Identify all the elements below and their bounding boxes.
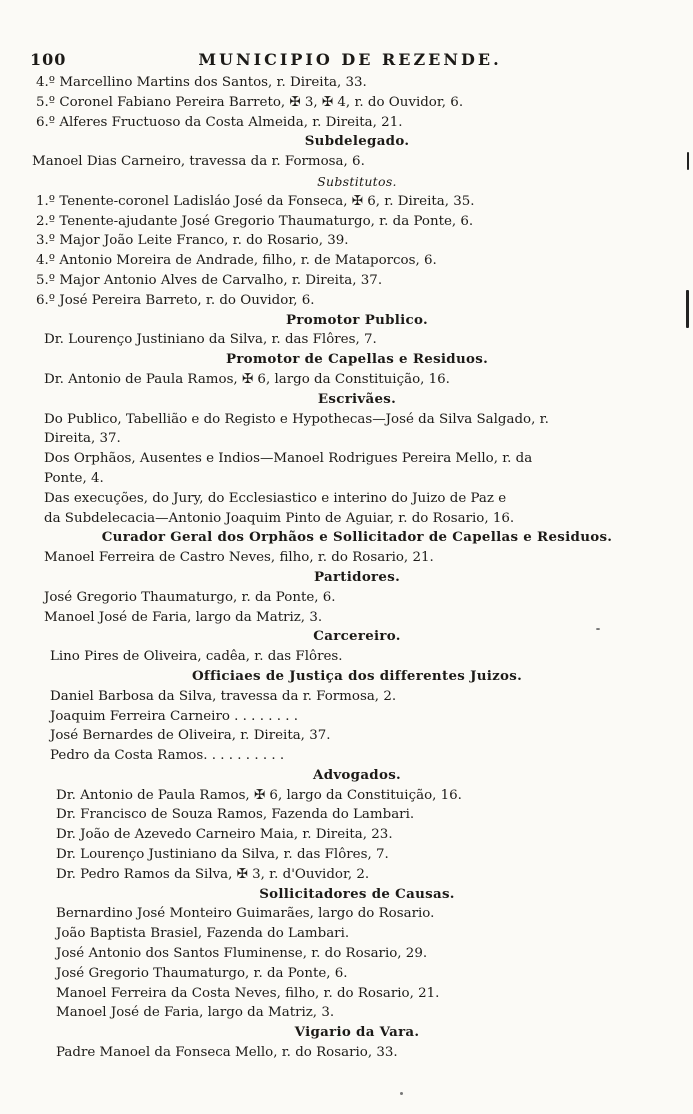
directory-entry: 5.º Major Antonio Alves de Carvalho, r. Direita, 37.: [36, 272, 383, 288]
margin-mark: [687, 152, 689, 170]
directory-entry: Manoel Ferreira da Costa Neves, filho, r. do Rosario, 21.: [56, 985, 440, 1001]
directory-entry: Manoel Dias Carneiro, travessa da r. Formosa, 6.: [32, 154, 365, 170]
section-heading: Carcereiro.: [313, 628, 401, 645]
directory-entry: Do Publico, Tabellião e do Registo e Hypothecas—José da Silva Salgado, r.: [44, 411, 549, 427]
section-heading: Promotor Publico.: [286, 311, 428, 328]
directory-entry: 6.º José Pereira Barreto, r. do Ouvidor, 6.: [36, 292, 315, 308]
directory-entry: Manoel José de Faria, largo da Matriz, 3.: [56, 1005, 335, 1021]
section-heading: Officiaes de Justiça dos differentes Juizos.: [191, 667, 523, 684]
section-heading: Subdelegado.: [304, 133, 410, 150]
section-heading: Vigario da Vara.: [294, 1024, 420, 1041]
directory-entry: Dr. Lourenço Justiniano da Silva, r. das Flôres, 7.: [44, 332, 377, 348]
directory-entry: Dr. Lourenço Justiniano da Silva, r. das Flôres, 7.: [56, 847, 389, 863]
directory-entry: 2.º Tenente-ajudante José Gregorio Thaumaturgo, r. da Ponte, 6.: [36, 213, 474, 229]
directory-entry: Daniel Barbosa da Silva, travessa da r. Formosa, 2.: [50, 688, 397, 704]
directory-listing: [32, 73, 682, 1063]
directory-entry: Manoel José de Faria, largo da Matriz, 3.: [44, 609, 323, 625]
directory-entry: Joaquim Ferreira Carneiro . . . . . . . .: [50, 708, 299, 724]
directory-entry: Dr. Francisco de Souza Ramos, Fazenda do Lambari.: [56, 807, 415, 823]
directory-entry: 5.º Coronel Fabiano Pereira Barreto, ✠ 3, ✠ 4, r. do Ouvidor, 6.: [36, 94, 464, 110]
page-header: [30, 50, 670, 72]
ink-speck: [596, 628, 600, 630]
directory-entry: Dr. Antonio de Paula Ramos, ✠ 6, largo da Constituição, 16.: [44, 371, 450, 387]
directory-entry: Bernardino José Monteiro Guimarães, largo do Rosario.: [56, 906, 435, 922]
section-heading: Escrivães.: [317, 390, 397, 407]
directory-entry: 4.º Antonio Moreira de Andrade, filho, r. de Mataporcos, 6.: [36, 253, 437, 269]
directory-entry: 6.º Alferes Fructuoso da Costa Almeida, r. Direita, 21.: [36, 114, 403, 130]
margin-mark: [686, 290, 689, 328]
page-number: 100: [30, 50, 67, 69]
directory-entry: Ponte, 4.: [44, 470, 104, 486]
section-heading: Sollicitadores de Causas.: [259, 885, 455, 902]
directory-entry: João Baptista Brasiel, Fazenda do Lambari.: [56, 926, 350, 942]
directory-entry: José Gregorio Thaumaturgo, r. da Ponte, 6.: [44, 589, 336, 605]
section-heading: Advogados.: [313, 766, 401, 783]
directory-entry: José Gregorio Thaumaturgo, r. da Ponte, 6.: [56, 965, 348, 981]
directory-entry: Pedro da Costa Ramos. . . . . . . . . .: [50, 748, 285, 764]
directory-entry: José Antonio dos Santos Fluminense, r. do Rosario, 29.: [56, 946, 428, 962]
directory-entry: 4.º Marcellino Martins dos Santos, r. Direita, 33.: [36, 75, 367, 90]
ink-speck: [400, 1092, 403, 1095]
directory-entry: Manoel Ferreira de Castro Neves, filho, r. do Rosario, 21.: [44, 550, 434, 566]
directory-entry: Dr. Pedro Ramos da Silva, ✠ 3, r. d'Ouvidor, 2.: [56, 866, 370, 882]
directory-entry: 3.º Major João Leite Franco, r. do Rosario, 39.: [36, 233, 349, 249]
page-title: MUNICIPIO DE REZENDE.: [198, 50, 502, 69]
section-heading: Partidores.: [313, 568, 401, 585]
section-heading: Curador Geral dos Orphãos e Sollicitador de Capellas e Residuos.: [101, 529, 613, 546]
directory-entry: Dos Orphãos, Ausentes e Indios—Manoel Rodrigues Pereira Mello, r. da: [44, 451, 533, 467]
directory-entry: Padre Manoel da Fonseca Mello, r. do Rosario, 33.: [56, 1045, 398, 1061]
directory-entry: Dr. Antonio de Paula Ramos, ✠ 6, largo da Constituição, 16.: [56, 787, 462, 803]
directory-entry: Das execuções, do Jury, do Ecclesiastico e interino do Juizo de Paz e: [44, 490, 507, 506]
directory-entry: 1.º Tenente-coronel Ladisláo José da Fonseca, ✠ 6, r. Direita, 35.: [36, 193, 475, 209]
directory-entry: José Bernardes de Oliveira, r. Direita, 37.: [50, 728, 331, 744]
section-heading: Substitutos.: [317, 173, 397, 189]
section-heading: Promotor de Capellas e Residuos.: [225, 351, 489, 368]
directory-entry: da Subdelecacia—Antonio Joaquim Pinto de Aguiar, r. do Rosario, 16.: [44, 510, 515, 526]
directory-entry: Lino Pires de Oliveira, cadêa, r. das Flôres.: [50, 649, 343, 665]
directory-entry: Dr. João de Azevedo Carneiro Maia, r. Direita, 23.: [56, 827, 393, 843]
directory-entry: Direita, 37.: [44, 431, 121, 447]
